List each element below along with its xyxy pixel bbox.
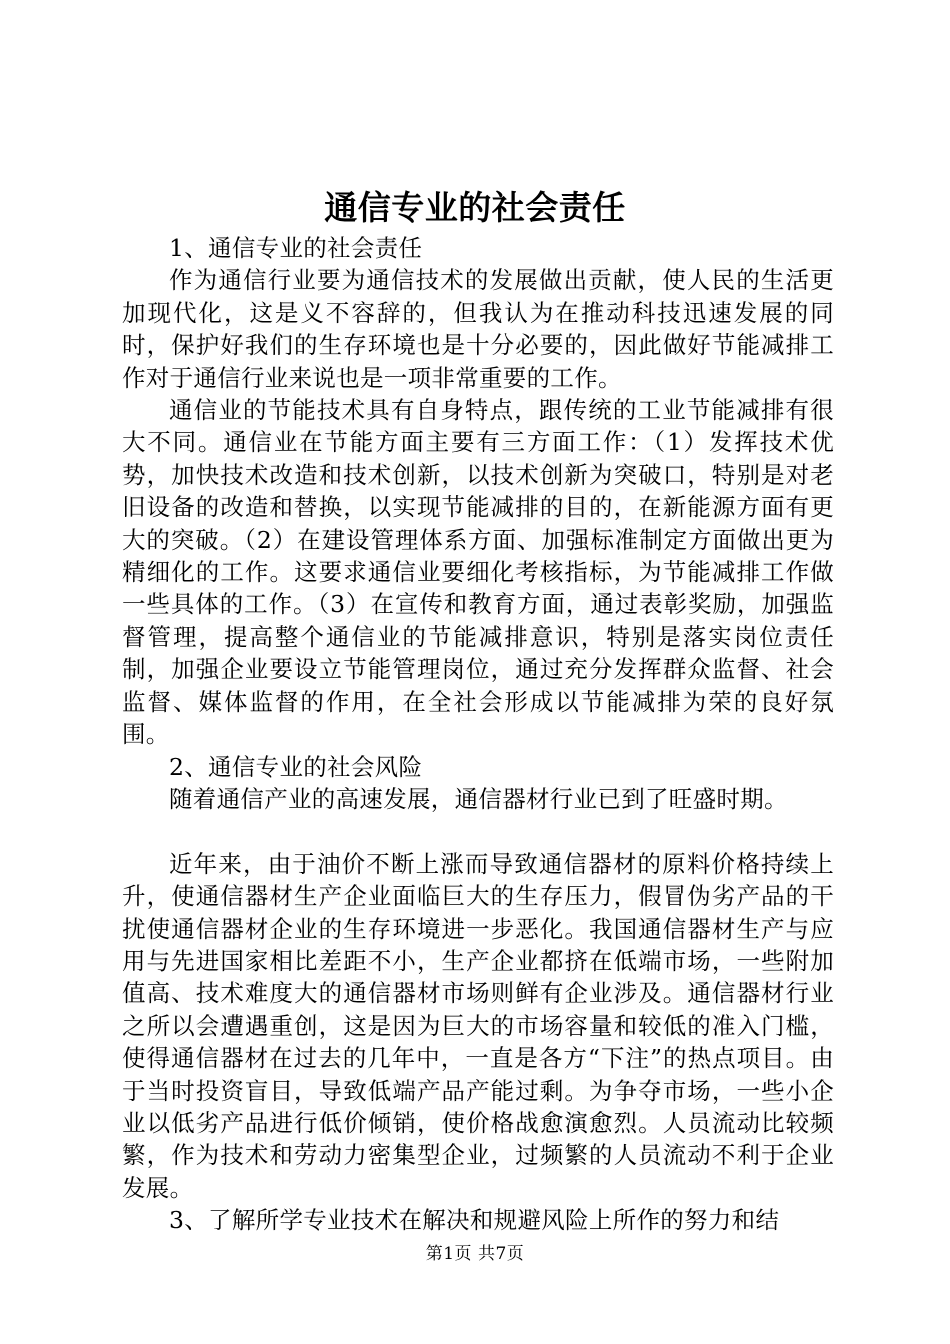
document-body: [122, 232, 834, 1237]
paragraph: 随着通信产业的高速发展，通信器材行业已到了旺盛时期。: [169, 784, 788, 813]
section-heading-3: 3、了解所学专业技术在解决和规避风险上所作的努力和结: [169, 1206, 780, 1235]
section-heading-1: 1、通信专业的社会责任: [169, 234, 423, 262]
page-footer: 第1页 共7页: [425, 1244, 525, 1264]
paragraph: 作为通信行业要为通信技术的发展做出贡献，使人民的生活更加现代化，这是义不容辞的，但我认为在推动科技迅速发展的同时，保护好我们的生存环境也是十分必要的，因此做好节能减排工作对于通信行业来说也是一项非常重要的工作。: [122, 266, 834, 392]
blank-line: [122, 815, 834, 847]
document-title: 通信专业的社会责任: [324, 188, 626, 227]
section-heading-2: 2、通信专业的社会风险: [169, 752, 423, 781]
paragraph: 通信业的节能技术具有自身特点，跟传统的工业节能减排有很大不同。通信业在节能方面主要有三方面工作：（1）发挥技术优势，加快技术改造和技术创新，以技术创新为突破口，特别是对老旧设备的改造和替换，以实现节能减排的目的，在新能源方面有更大的突破。（2）在建设管理体系方面、加强标准制定方面做出更为精细化的工作。这要求通信业要细化考核指标，为节能减排工作做一些具体的工作。（3）在宣传和教育方面，通过表彰奖励，加强监督管理，提高整个通信业的节能减排意识，特别是落实岗位责任制，加强企业要设立节能管理岗位，通过充分发挥群众监督、社会监督、媒体监督的作用，在全社会形成以节能减排为荣的良好氛围。: [122, 396, 834, 749]
paragraph: 近年来，由于油价不断上涨而导致通信器材的原料价格持续上升，使通信器材生产企业面临巨大的生存压力，假冒伪劣产品的干扰使通信器材企业的生存环境进一步恶化。我国通信器材生产与应用与先进国家相比差距不小，生产企业都挤在低端市场，一些附加值高、技术难度大的通信器材市场则鲜有企业涉及。通信器材行业之所以会遭遇重创，这是因为巨大的市场容量和较低的准入门槛，使得通信器材在过去的几年中，一直是各方“下注”的热点项目。由于当时投资盲目，导致低端产品产能过剩。为争夺市场，一些小企业以低劣产品进行低价倾销，使价格战愈演愈烈。人员流动比较频繁，作为技术和劳动力密集型企业，过频繁的人员流动不利于企业发展。: [122, 849, 834, 1202]
